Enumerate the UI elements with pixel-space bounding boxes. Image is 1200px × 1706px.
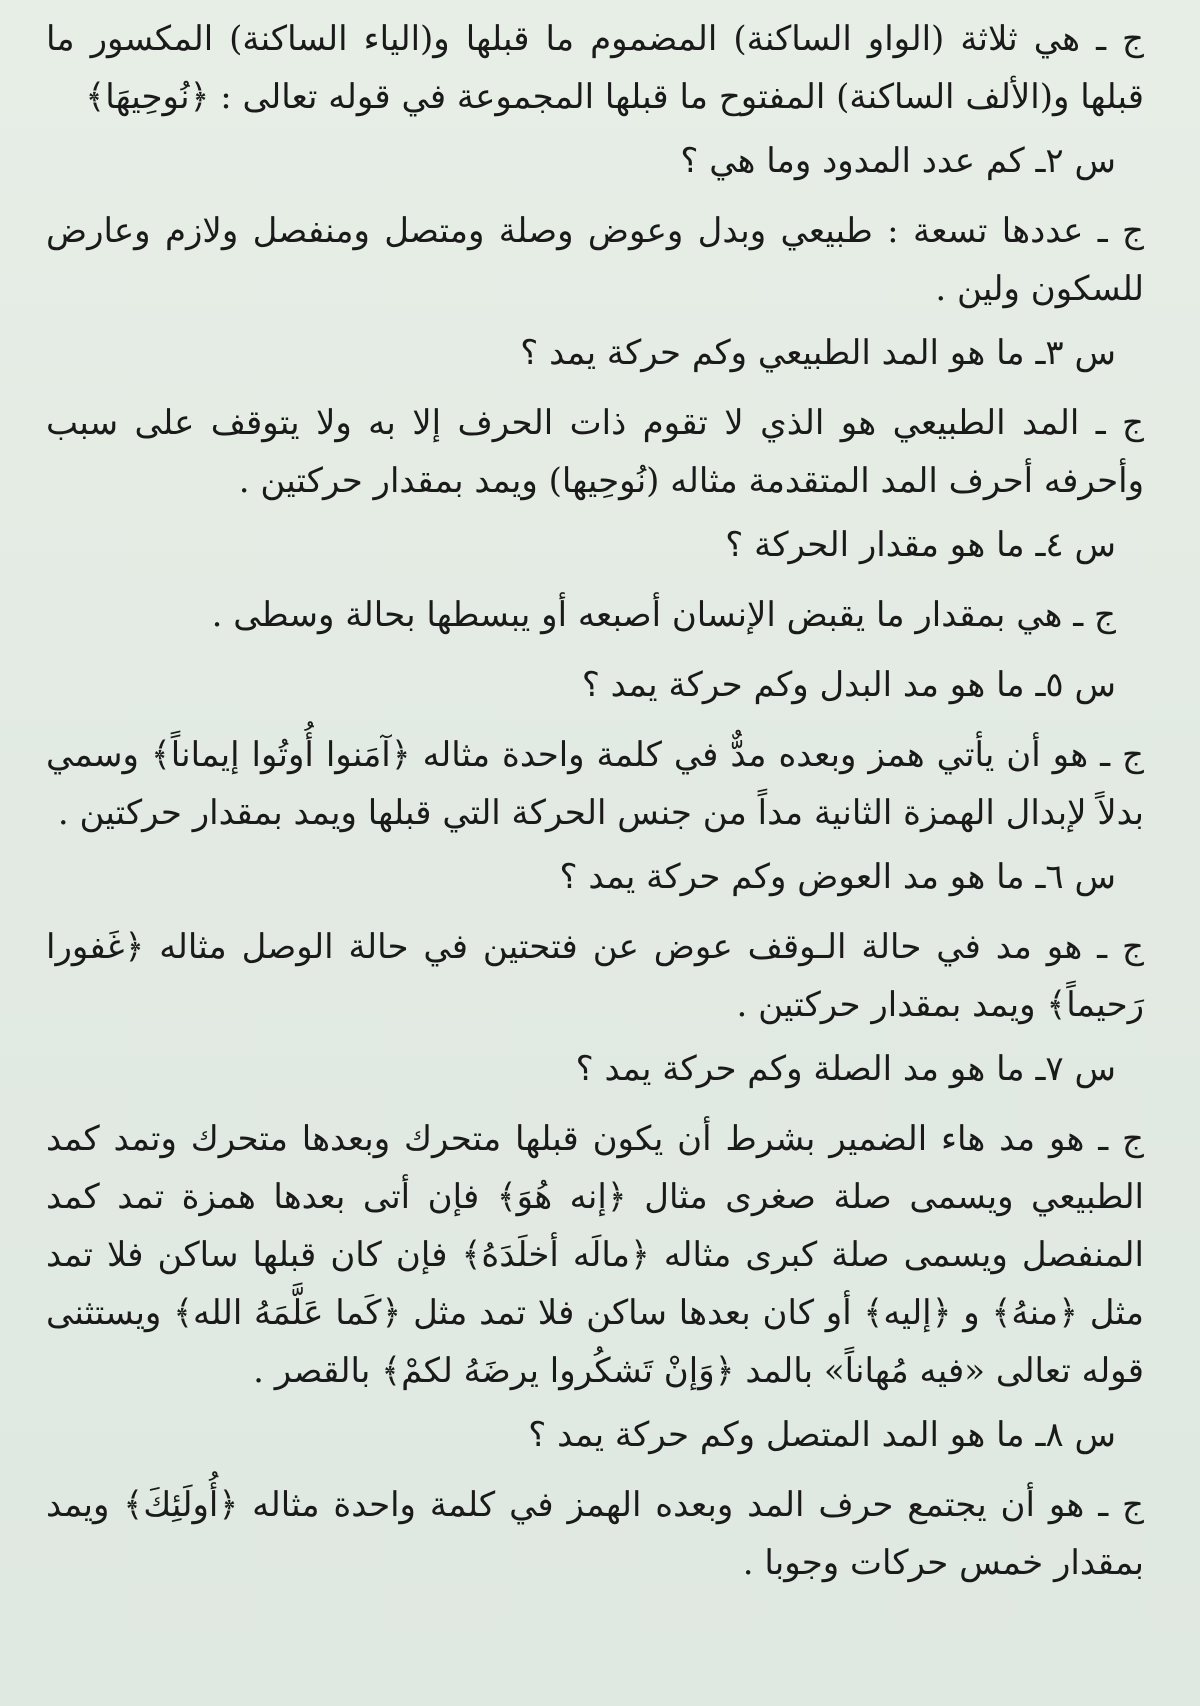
question-4: س ٤ـ ما هو مقدار الحركة ؟ <box>725 525 1116 565</box>
answer-7-paragraph: ج ـ هو مد هاء الضمير بشرط أن يكون قبلها متحرك وبعدها متحرك وتمد كمد الطبيعي ويسمى صلة صغرى مثال ﴿إنه هُوَ﴾ فإن أتى بعدها همزة تمد كمد المنفصل ويسمى صلة كبرى مثاله ﴿مالَه أخلَدَهُ﴾ فإن كان قبلها ساكن فلا تمد مثل ﴿منهُ﴾ و ﴿إليه﴾ أو كان بعدها ساكن فلا تمد مثل ﴿كَما عَلَّمَهُ الله﴾ ويستثنى قوله تعالى «فيه مُهاناً» بالمد ﴿وَإنْ تَشكُروا يرضَهُ لكمْ﴾ بالقصر . <box>46 1119 1144 1391</box>
question-3: س ٣ـ ما هو المد الطبيعي وكم حركة يمد ؟ <box>520 333 1116 373</box>
answer-2-paragraph: ج ـ عددها تسعة : طبيعي وبدل وعوض وصلة ومتصل ومنفصل ولازم وعارض للسكون ولين . <box>46 211 1144 309</box>
question-7: س ٧ـ ما هو مد الصلة وكم حركة يمد ؟ <box>575 1049 1116 1089</box>
answer-8-paragraph: ج ـ هو أن يجتمع حرف المد وبعده الهمز في كلمة واحدة مثاله ﴿أُولَئِكَ﴾ ويمد بمقدار خمس حركات وجوبا . <box>46 1485 1144 1583</box>
question-6: س ٦ـ ما هو مد العوض وكم حركة يمد ؟ <box>559 857 1116 897</box>
question-8: س ٨ـ ما هو المد المتصل وكم حركة يمد ؟ <box>528 1415 1116 1455</box>
question-5: س ٥ـ ما هو مد البدل وكم حركة يمد ؟ <box>581 665 1116 705</box>
answer-3-paragraph: ج ـ المد الطبيعي هو الذي لا تقوم ذات الحرف إلا به ولا يتوقف على سبب وأحرفه أحرف المد المتقدمة مثاله (نُوحِيها) ويمد بمقدار حركتين . <box>46 403 1145 501</box>
answer-1-paragraph: ج ـ هي ثلاثة (الواو الساكنة) المضموم ما قبلها و(الياء الساكنة) المكسور ما قبلها و(الألف الساكنة) المفتوح ما قبلها المجموعة في قوله تعالى : ﴿نُوحِيهَا﴾ <box>46 19 1144 117</box>
question-2: س ٢ـ كم عدد المدود وما هي ؟ <box>680 141 1116 181</box>
answer-4-paragraph: ج ـ هي بمقدار ما يقبض الإنسان أصبعه أو يبسطها بحالة وسطى . <box>211 595 1116 635</box>
answer-5-paragraph: ج ـ هو أن يأتي همز وبعده مدٌّ في كلمة واحدة مثاله ﴿آمَنوا أُوتُوا إيماناً﴾ وسمي بدلاً لإبدال الهمزة الثانية مداً من جنس الحركة التي قبلها ويمد بمقدار حركتين . <box>46 735 1144 833</box>
body-text <box>46 10 1144 1592</box>
answer-6-paragraph: ج ـ هو مد في حالة الـوقف عوض عن فتحتين في حالة الوصل مثاله ﴿غَفورا رَحيماً﴾ ويمد بمقدار حركتين . <box>46 927 1144 1025</box>
